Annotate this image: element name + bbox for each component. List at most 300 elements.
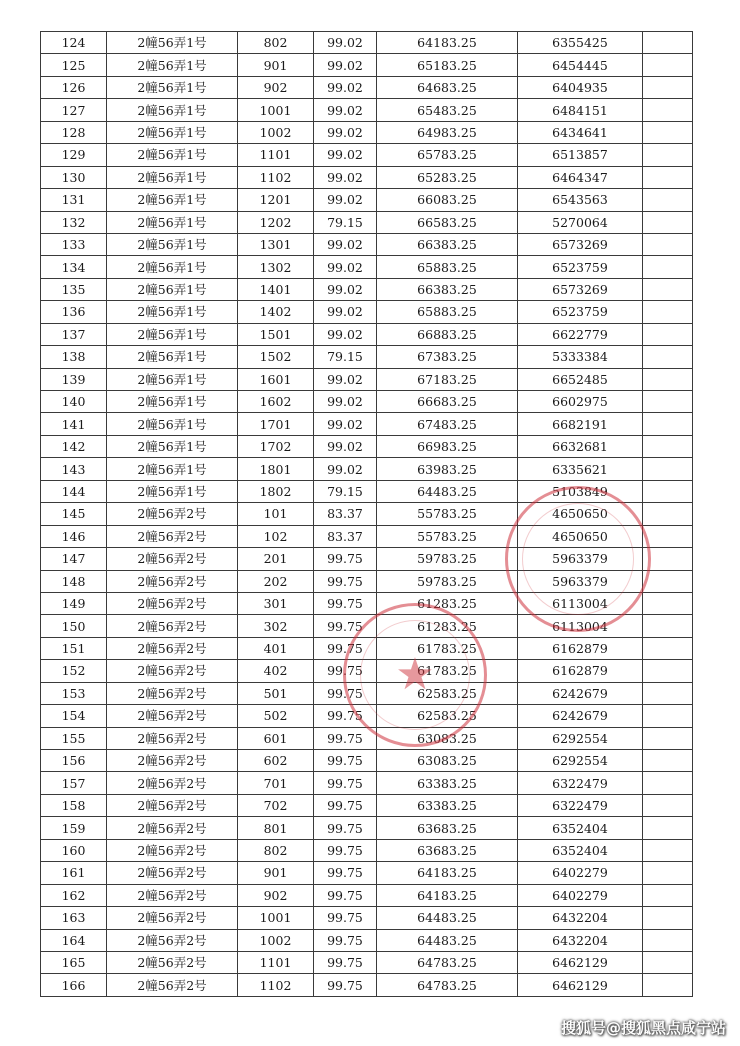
- building-unit-cell: 2幢56弄1号: [107, 144, 238, 166]
- area-cell: 99.75: [314, 682, 377, 704]
- total-price-cell: 5103849: [518, 480, 643, 502]
- total-price-cell: 6434641: [518, 121, 643, 143]
- unit-price-cell: 67183.25: [377, 368, 518, 390]
- remarks-cell: [643, 278, 693, 300]
- table-row: [41, 862, 693, 884]
- room-number-cell: 301: [238, 592, 314, 614]
- table-row: [41, 76, 693, 98]
- building-unit-cell: 2幢56弄2号: [107, 570, 238, 592]
- unit-price-cell: 66383.25: [377, 233, 518, 255]
- total-price-cell: 6622779: [518, 323, 643, 345]
- area-cell: 79.15: [314, 346, 377, 368]
- building-unit-cell: 2幢56弄2号: [107, 884, 238, 906]
- building-unit-cell: 2幢56弄1号: [107, 278, 238, 300]
- building-unit-cell: 2幢56弄2号: [107, 660, 238, 682]
- room-number-cell: 802: [238, 32, 314, 54]
- unit-price-cell: 63383.25: [377, 772, 518, 794]
- row-number-cell: 162: [41, 884, 107, 906]
- area-cell: 99.02: [314, 413, 377, 435]
- unit-price-cell: 64483.25: [377, 929, 518, 951]
- building-unit-cell: 2幢56弄1号: [107, 435, 238, 457]
- row-number-cell: 133: [41, 233, 107, 255]
- table-row: [41, 839, 693, 861]
- row-number-cell: 131: [41, 189, 107, 211]
- area-cell: 99.02: [314, 323, 377, 345]
- remarks-cell: [643, 166, 693, 188]
- room-number-cell: 101: [238, 503, 314, 525]
- area-cell: 99.02: [314, 54, 377, 76]
- row-number-cell: 164: [41, 929, 107, 951]
- remarks-cell: [643, 189, 693, 211]
- building-unit-cell: 2幢56弄1号: [107, 166, 238, 188]
- area-cell: 99.02: [314, 278, 377, 300]
- total-price-cell: 6402279: [518, 884, 643, 906]
- row-number-cell: 137: [41, 323, 107, 345]
- total-price-cell: 5270064: [518, 211, 643, 233]
- room-number-cell: 902: [238, 884, 314, 906]
- row-number-cell: 163: [41, 907, 107, 929]
- row-number-cell: 141: [41, 413, 107, 435]
- row-number-cell: 154: [41, 705, 107, 727]
- area-cell: 99.02: [314, 121, 377, 143]
- area-cell: 99.02: [314, 189, 377, 211]
- room-number-cell: 1002: [238, 121, 314, 143]
- room-number-cell: 1001: [238, 907, 314, 929]
- unit-price-cell: 64183.25: [377, 884, 518, 906]
- building-unit-cell: 2幢56弄2号: [107, 615, 238, 637]
- table-row: [41, 301, 693, 323]
- row-number-cell: 142: [41, 435, 107, 457]
- area-cell: 99.75: [314, 548, 377, 570]
- price-list-body: [41, 32, 693, 997]
- remarks-cell: [643, 570, 693, 592]
- room-number-cell: 501: [238, 682, 314, 704]
- building-unit-cell: 2幢56弄2号: [107, 794, 238, 816]
- remarks-cell: [643, 817, 693, 839]
- row-number-cell: 155: [41, 727, 107, 749]
- room-number-cell: 1501: [238, 323, 314, 345]
- building-unit-cell: 2幢56弄2号: [107, 637, 238, 659]
- unit-price-cell: 55783.25: [377, 525, 518, 547]
- unit-price-cell: 61283.25: [377, 592, 518, 614]
- building-unit-cell: 2幢56弄2号: [107, 817, 238, 839]
- remarks-cell: [643, 99, 693, 121]
- building-unit-cell: 2幢56弄1号: [107, 346, 238, 368]
- table-row: [41, 346, 693, 368]
- unit-price-cell: 64683.25: [377, 76, 518, 98]
- remarks-cell: [643, 907, 693, 929]
- area-cell: 99.75: [314, 794, 377, 816]
- table-row: [41, 413, 693, 435]
- row-number-cell: 150: [41, 615, 107, 637]
- star-icon: ★: [395, 649, 435, 700]
- remarks-cell: [643, 144, 693, 166]
- remarks-cell: [643, 458, 693, 480]
- table-row: [41, 391, 693, 413]
- table-row: [41, 637, 693, 659]
- unit-price-cell: 64183.25: [377, 862, 518, 884]
- total-price-cell: 6355425: [518, 32, 643, 54]
- remarks-cell: [643, 548, 693, 570]
- unit-price-cell: 61783.25: [377, 660, 518, 682]
- row-number-cell: 161: [41, 862, 107, 884]
- area-cell: 99.75: [314, 637, 377, 659]
- table-row: [41, 705, 693, 727]
- total-price-cell: 6113004: [518, 592, 643, 614]
- unit-price-cell: 66383.25: [377, 278, 518, 300]
- room-number-cell: 1002: [238, 929, 314, 951]
- table-row: [41, 974, 693, 997]
- row-number-cell: 140: [41, 391, 107, 413]
- building-unit-cell: 2幢56弄1号: [107, 76, 238, 98]
- remarks-cell: [643, 413, 693, 435]
- total-price-cell: 6602975: [518, 391, 643, 413]
- remarks-cell: [643, 884, 693, 906]
- remarks-cell: [643, 660, 693, 682]
- remarks-cell: [643, 256, 693, 278]
- area-cell: 99.75: [314, 772, 377, 794]
- unit-price-cell: 63083.25: [377, 727, 518, 749]
- unit-price-cell: 59783.25: [377, 548, 518, 570]
- total-price-cell: 6162879: [518, 660, 643, 682]
- unit-price-cell: 64783.25: [377, 974, 518, 997]
- total-price-cell: 6402279: [518, 862, 643, 884]
- remarks-cell: [643, 750, 693, 772]
- row-number-cell: 160: [41, 839, 107, 861]
- area-cell: 99.02: [314, 391, 377, 413]
- building-unit-cell: 2幢56弄2号: [107, 503, 238, 525]
- remarks-cell: [643, 346, 693, 368]
- unit-price-cell: 62583.25: [377, 705, 518, 727]
- table-row: [41, 166, 693, 188]
- remarks-cell: [643, 323, 693, 345]
- table-row: [41, 256, 693, 278]
- row-number-cell: 143: [41, 458, 107, 480]
- remarks-cell: [643, 32, 693, 54]
- building-unit-cell: 2幢56弄1号: [107, 368, 238, 390]
- row-number-cell: 144: [41, 480, 107, 502]
- unit-price-cell: 55783.25: [377, 503, 518, 525]
- table-row: [41, 54, 693, 76]
- room-number-cell: 801: [238, 817, 314, 839]
- area-cell: 99.02: [314, 32, 377, 54]
- table-row: [41, 144, 693, 166]
- area-cell: 99.75: [314, 862, 377, 884]
- area-cell: 99.75: [314, 817, 377, 839]
- room-number-cell: 1301: [238, 233, 314, 255]
- total-price-cell: 6292554: [518, 750, 643, 772]
- row-number-cell: 158: [41, 794, 107, 816]
- total-price-cell: 5963379: [518, 548, 643, 570]
- area-cell: 99.02: [314, 301, 377, 323]
- total-price-cell: 4650650: [518, 503, 643, 525]
- area-cell: 99.75: [314, 839, 377, 861]
- total-price-cell: 6632681: [518, 435, 643, 457]
- remarks-cell: [643, 121, 693, 143]
- area-cell: 99.02: [314, 99, 377, 121]
- building-unit-cell: 2幢56弄1号: [107, 301, 238, 323]
- building-unit-cell: 2幢56弄1号: [107, 480, 238, 502]
- total-price-cell: 6573269: [518, 278, 643, 300]
- unit-price-cell: 65783.25: [377, 144, 518, 166]
- room-number-cell: 1701: [238, 413, 314, 435]
- room-number-cell: 202: [238, 570, 314, 592]
- room-number-cell: 201: [238, 548, 314, 570]
- area-cell: 99.75: [314, 660, 377, 682]
- row-number-cell: 159: [41, 817, 107, 839]
- unit-price-cell: 67383.25: [377, 346, 518, 368]
- table-row: [41, 189, 693, 211]
- area-cell: 83.37: [314, 503, 377, 525]
- room-number-cell: 502: [238, 705, 314, 727]
- room-number-cell: 601: [238, 727, 314, 749]
- remarks-cell: [643, 839, 693, 861]
- row-number-cell: 124: [41, 32, 107, 54]
- row-number-cell: 147: [41, 548, 107, 570]
- row-number-cell: 132: [41, 211, 107, 233]
- table-row: [41, 99, 693, 121]
- total-price-cell: 6464347: [518, 166, 643, 188]
- total-price-cell: 6432204: [518, 907, 643, 929]
- remarks-cell: [643, 794, 693, 816]
- building-unit-cell: 2幢56弄2号: [107, 772, 238, 794]
- room-number-cell: 401: [238, 637, 314, 659]
- remarks-cell: [643, 929, 693, 951]
- area-cell: 99.75: [314, 974, 377, 997]
- building-unit-cell: 2幢56弄2号: [107, 682, 238, 704]
- total-price-cell: 6322479: [518, 794, 643, 816]
- building-unit-cell: 2幢56弄2号: [107, 750, 238, 772]
- room-number-cell: 402: [238, 660, 314, 682]
- total-price-cell: 6462129: [518, 951, 643, 973]
- area-cell: 99.75: [314, 705, 377, 727]
- room-number-cell: 602: [238, 750, 314, 772]
- row-number-cell: 157: [41, 772, 107, 794]
- row-number-cell: 129: [41, 144, 107, 166]
- total-price-cell: 6454445: [518, 54, 643, 76]
- row-number-cell: 135: [41, 278, 107, 300]
- row-number-cell: 166: [41, 974, 107, 997]
- table-row: [41, 548, 693, 570]
- room-number-cell: 1201: [238, 189, 314, 211]
- area-cell: 99.75: [314, 615, 377, 637]
- remarks-cell: [643, 682, 693, 704]
- area-cell: 83.37: [314, 525, 377, 547]
- area-cell: 99.75: [314, 884, 377, 906]
- room-number-cell: 902: [238, 76, 314, 98]
- total-price-cell: 6682191: [518, 413, 643, 435]
- table-row: [41, 682, 693, 704]
- total-price-cell: 6352404: [518, 817, 643, 839]
- row-number-cell: 149: [41, 592, 107, 614]
- unit-price-cell: 64483.25: [377, 480, 518, 502]
- table-row: [41, 750, 693, 772]
- table-row: [41, 615, 693, 637]
- row-number-cell: 151: [41, 637, 107, 659]
- unit-price-cell: 65883.25: [377, 256, 518, 278]
- room-number-cell: 1802: [238, 480, 314, 502]
- room-number-cell: 1601: [238, 368, 314, 390]
- room-number-cell: 901: [238, 862, 314, 884]
- table-row: [41, 794, 693, 816]
- row-number-cell: 145: [41, 503, 107, 525]
- room-number-cell: 1101: [238, 951, 314, 973]
- remarks-cell: [643, 435, 693, 457]
- total-price-cell: 4650650: [518, 525, 643, 547]
- area-cell: 99.75: [314, 951, 377, 973]
- remarks-cell: [643, 615, 693, 637]
- unit-price-cell: 65183.25: [377, 54, 518, 76]
- building-unit-cell: 2幢56弄2号: [107, 548, 238, 570]
- total-price-cell: 6543563: [518, 189, 643, 211]
- total-price-cell: 6432204: [518, 929, 643, 951]
- table-row: [41, 278, 693, 300]
- room-number-cell: 1102: [238, 974, 314, 997]
- building-unit-cell: 2幢56弄1号: [107, 323, 238, 345]
- table-row: [41, 435, 693, 457]
- table-row: [41, 121, 693, 143]
- unit-price-cell: 66583.25: [377, 211, 518, 233]
- remarks-cell: [643, 862, 693, 884]
- area-cell: 99.75: [314, 570, 377, 592]
- room-number-cell: 802: [238, 839, 314, 861]
- table-row: [41, 772, 693, 794]
- row-number-cell: 165: [41, 951, 107, 973]
- table-row: [41, 480, 693, 502]
- remarks-cell: [643, 705, 693, 727]
- unit-price-cell: 62583.25: [377, 682, 518, 704]
- building-unit-cell: 2幢56弄2号: [107, 525, 238, 547]
- room-number-cell: 901: [238, 54, 314, 76]
- total-price-cell: 6352404: [518, 839, 643, 861]
- unit-price-cell: 66083.25: [377, 189, 518, 211]
- building-unit-cell: 2幢56弄2号: [107, 974, 238, 997]
- table-row: [41, 233, 693, 255]
- table-row: [41, 570, 693, 592]
- building-unit-cell: 2幢56弄1号: [107, 32, 238, 54]
- row-number-cell: 128: [41, 121, 107, 143]
- table-row: [41, 323, 693, 345]
- remarks-cell: [643, 76, 693, 98]
- unit-price-cell: 59783.25: [377, 570, 518, 592]
- area-cell: 99.02: [314, 76, 377, 98]
- area-cell: 99.02: [314, 166, 377, 188]
- building-unit-cell: 2幢56弄1号: [107, 54, 238, 76]
- remarks-cell: [643, 772, 693, 794]
- remarks-cell: [643, 233, 693, 255]
- area-cell: 99.75: [314, 750, 377, 772]
- total-price-cell: 6652485: [518, 368, 643, 390]
- unit-price-cell: 66883.25: [377, 323, 518, 345]
- unit-price-cell: 63683.25: [377, 839, 518, 861]
- total-price-cell: 6573269: [518, 233, 643, 255]
- total-price-cell: 6484151: [518, 99, 643, 121]
- building-unit-cell: 2幢56弄1号: [107, 99, 238, 121]
- area-cell: 99.02: [314, 144, 377, 166]
- total-price-cell: 6242679: [518, 705, 643, 727]
- room-number-cell: 1101: [238, 144, 314, 166]
- building-unit-cell: 2幢56弄1号: [107, 211, 238, 233]
- table-row: [41, 951, 693, 973]
- building-unit-cell: 2幢56弄2号: [107, 929, 238, 951]
- building-unit-cell: 2幢56弄2号: [107, 951, 238, 973]
- unit-price-cell: 61783.25: [377, 637, 518, 659]
- room-number-cell: 1001: [238, 99, 314, 121]
- remarks-cell: [643, 592, 693, 614]
- table-row: [41, 929, 693, 951]
- area-cell: 99.02: [314, 435, 377, 457]
- room-number-cell: 1602: [238, 391, 314, 413]
- area-cell: 99.02: [314, 458, 377, 480]
- room-number-cell: 1801: [238, 458, 314, 480]
- area-cell: 79.15: [314, 480, 377, 502]
- room-number-cell: 1402: [238, 301, 314, 323]
- table-row: [41, 458, 693, 480]
- watermark-text: 搜狐号@搜狐黑点咸宁站: [560, 1019, 726, 1037]
- remarks-cell: [643, 951, 693, 973]
- total-price-cell: 6162879: [518, 637, 643, 659]
- area-cell: 79.15: [314, 211, 377, 233]
- table-row: [41, 211, 693, 233]
- remarks-cell: [643, 301, 693, 323]
- table-row: [41, 660, 693, 682]
- unit-price-cell: 61283.25: [377, 615, 518, 637]
- unit-price-cell: 67483.25: [377, 413, 518, 435]
- row-number-cell: 130: [41, 166, 107, 188]
- room-number-cell: 1302: [238, 256, 314, 278]
- row-number-cell: 153: [41, 682, 107, 704]
- table-row: [41, 368, 693, 390]
- row-number-cell: 138: [41, 346, 107, 368]
- total-price-cell: 6322479: [518, 772, 643, 794]
- building-unit-cell: 2幢56弄2号: [107, 862, 238, 884]
- table-row: [41, 727, 693, 749]
- total-price-cell: 5333384: [518, 346, 643, 368]
- building-unit-cell: 2幢56弄1号: [107, 391, 238, 413]
- room-number-cell: 701: [238, 772, 314, 794]
- table-row: [41, 592, 693, 614]
- remarks-cell: [643, 480, 693, 502]
- row-number-cell: 139: [41, 368, 107, 390]
- remarks-cell: [643, 974, 693, 997]
- room-number-cell: 302: [238, 615, 314, 637]
- unit-price-cell: 63083.25: [377, 750, 518, 772]
- row-number-cell: 126: [41, 76, 107, 98]
- remarks-cell: [643, 525, 693, 547]
- unit-price-cell: 64783.25: [377, 951, 518, 973]
- remarks-cell: [643, 368, 693, 390]
- total-price-cell: 6335621: [518, 458, 643, 480]
- building-unit-cell: 2幢56弄1号: [107, 256, 238, 278]
- building-unit-cell: 2幢56弄2号: [107, 839, 238, 861]
- room-number-cell: 702: [238, 794, 314, 816]
- row-number-cell: 152: [41, 660, 107, 682]
- table-row: [41, 525, 693, 547]
- room-number-cell: 102: [238, 525, 314, 547]
- room-number-cell: 1102: [238, 166, 314, 188]
- building-unit-cell: 2幢56弄1号: [107, 458, 238, 480]
- row-number-cell: 146: [41, 525, 107, 547]
- row-number-cell: 127: [41, 99, 107, 121]
- building-unit-cell: 2幢56弄2号: [107, 592, 238, 614]
- remarks-cell: [643, 54, 693, 76]
- unit-price-cell: 63383.25: [377, 794, 518, 816]
- building-unit-cell: 2幢56弄1号: [107, 121, 238, 143]
- room-number-cell: 1401: [238, 278, 314, 300]
- total-price-cell: 6404935: [518, 76, 643, 98]
- unit-price-cell: 65283.25: [377, 166, 518, 188]
- total-price-cell: 6513857: [518, 144, 643, 166]
